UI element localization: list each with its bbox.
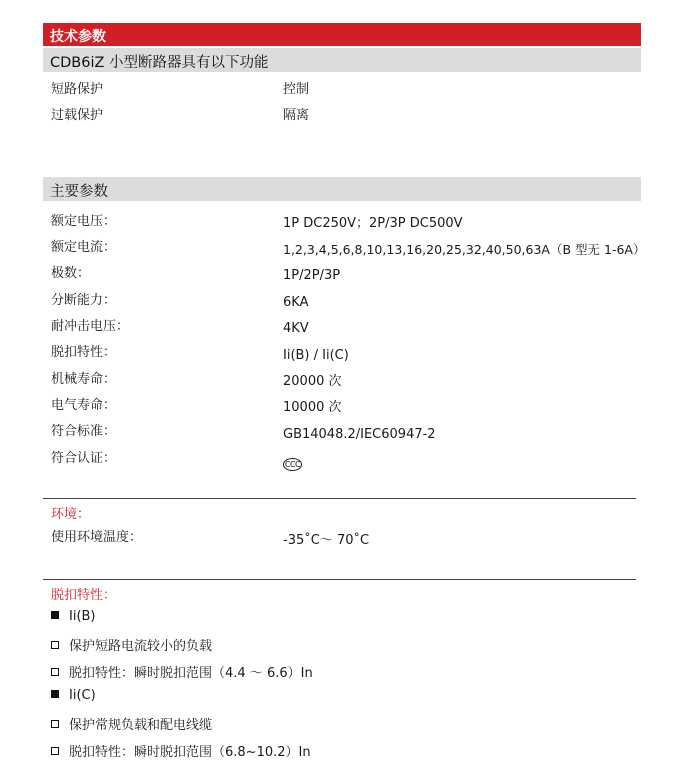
env-value: -35˚C～ 70˚C xyxy=(283,533,370,548)
open-square-icon xyxy=(51,668,59,676)
param-value: Ii(B) / Ii(C) xyxy=(283,348,349,363)
list-item: 脱扣特性：瞬时脱扣范围（6.8~10.2）In xyxy=(51,741,311,760)
filled-square-icon xyxy=(51,690,59,698)
param-value: 10000 次 xyxy=(283,400,342,415)
main-params-title: 主要参数 xyxy=(50,184,108,200)
header-bar xyxy=(43,23,641,46)
function-section-title: CDB6iZ 小型断路器具有以下功能 xyxy=(50,55,269,71)
param-value: 20000 次 xyxy=(283,374,342,389)
trip-title: 脱扣特性： xyxy=(51,588,117,603)
function-section-bar xyxy=(43,48,641,72)
env-label: 使用环境温度： xyxy=(51,530,143,545)
param-label: 机械寿命： xyxy=(51,372,117,387)
ccc-mark-icon: CCC xyxy=(284,460,301,469)
param-label: 额定电流： xyxy=(51,240,117,255)
function-item-right: 控制 xyxy=(283,82,310,97)
param-label: 极数： xyxy=(51,266,91,281)
param-label: 脱扣特性： xyxy=(51,345,117,360)
divider xyxy=(43,498,636,499)
filled-square-icon xyxy=(51,611,59,619)
list-item: 保护常规负载和配电线缆 xyxy=(51,714,212,733)
param-value: 1P/2P/3P xyxy=(283,268,341,283)
open-square-icon xyxy=(51,641,59,649)
main-params-bar xyxy=(43,177,641,201)
function-item-left: 过载保护 xyxy=(51,108,104,123)
function-item-right: 隔离 xyxy=(283,108,310,123)
param-value: GB14048.2/IEC60947-2 xyxy=(283,427,436,442)
open-square-icon xyxy=(51,720,59,728)
param-label: 符合标准： xyxy=(51,424,117,439)
header-title: 技术参数 xyxy=(50,29,106,45)
list-item: Ii(B) xyxy=(51,609,96,624)
function-item-left: 短路保护 xyxy=(51,82,104,97)
param-value: 1P DC250V；2P/3P DC500V xyxy=(283,216,463,231)
open-square-icon xyxy=(51,747,59,755)
param-label: 符合认证： xyxy=(51,451,117,466)
param-label: 耐冲击电压： xyxy=(51,319,130,334)
list-item: 保护短路电流较小的负载 xyxy=(51,635,212,654)
param-value: 6KA xyxy=(283,295,309,310)
list-item: Ii(C) xyxy=(51,688,96,703)
param-label: 电气寿命： xyxy=(51,398,117,413)
param-value: 4KV xyxy=(283,321,309,336)
list-item: 脱扣特性：瞬时脱扣范围（4.4 ～ 6.6）In xyxy=(51,662,313,681)
divider xyxy=(43,579,636,580)
param-label: 分断能力： xyxy=(51,293,117,308)
environment-title: 环境： xyxy=(51,507,91,522)
param-label: 额定电压： xyxy=(51,214,117,229)
param-value: 1,2,3,4,5,6,8,10,13,16,20,25,32,40,50,63A（B 型无 1-6A） xyxy=(283,242,646,257)
